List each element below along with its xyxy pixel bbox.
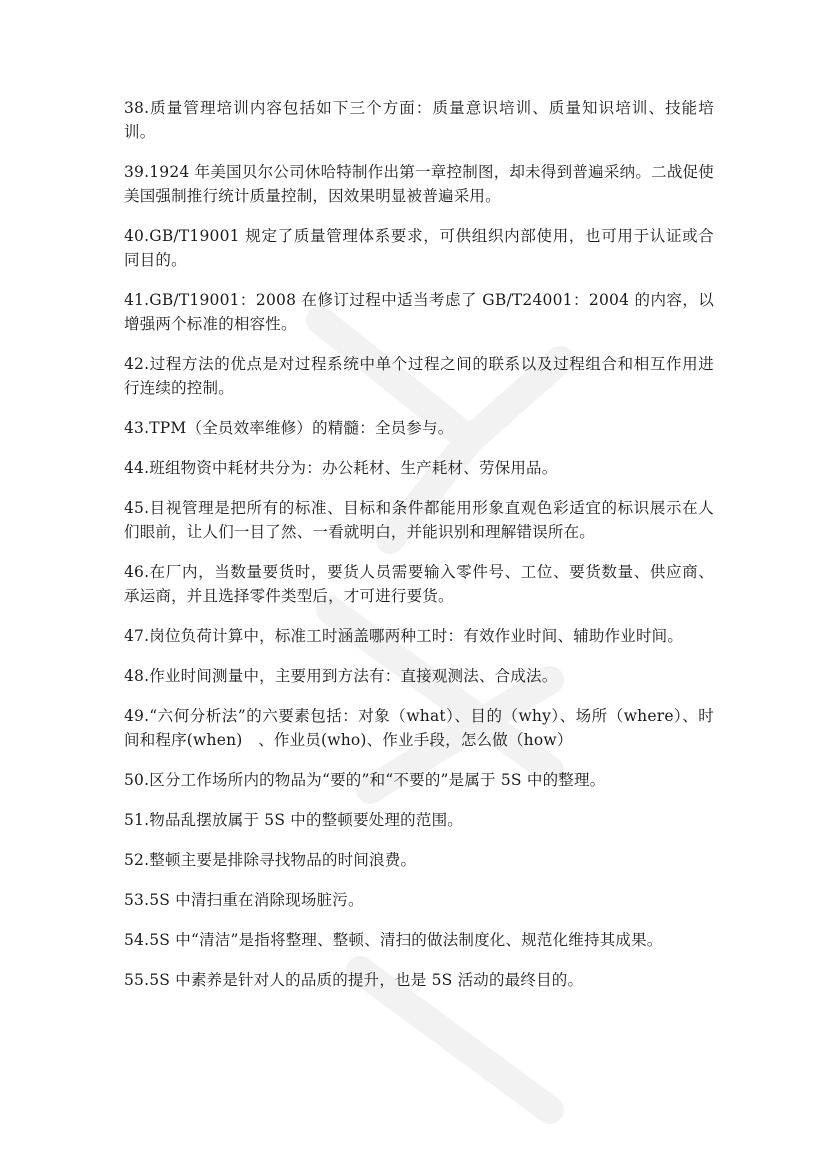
list-item: 38.质量管理培训内容包括如下三个方面：质量意识培训、质量知识培训、技能培训。 (124, 99, 714, 141)
document-body (124, 96, 714, 1008)
list-item: 50.区分工作场所内的物品为“要的”和“不要的”是属于 5S 中的整理。 (124, 771, 606, 789)
list-item: 52.整顿主要是排除寻找物品的时间浪费。 (124, 851, 417, 869)
list-item: 45.目视管理是把所有的标准、目标和条件都能用形象直观色彩适宜的标识展示在人们眼前，让人们一目了然、一看就明白，并能识别和理解错误所在。 (124, 499, 714, 541)
list-item: 51.物品乱摆放属于 5S 中的整顿要处理的范围。 (124, 811, 463, 829)
list-item: 44.班组物资中耗材共分为：办公耗材、生产耗材、劳保用品。 (124, 459, 558, 477)
list-item: 46.在厂内，当数量要货时，要货人员需要输入零件号、工位、要货数量、供应商、承运商，并且选择零件类型后，才可进行要货。 (124, 563, 714, 605)
list-item: 42.过程方法的优点是对过程系统中单个过程之间的联系以及过程组合和相互作用进行连续的控制。 (124, 355, 714, 397)
list-item: 55.5S 中素养是针对人的品质的提升，也是 5S 活动的最终目的。 (124, 971, 584, 989)
list-item: 39.1924 年美国贝尔公司休哈特制作出第一章控制图，却未得到普遍采纳。二战促使美国强制推行统计质量控制，因效果明显被普遍采用。 (124, 163, 714, 205)
list-item: 47.岗位负荷计算中，标准工时涵盖哪两种工时：有效作业时间、辅助作业时间。 (124, 627, 684, 645)
list-item: 41.GB/T19001：2008 在修订过程中适当考虑了 GB/T24001：2004 的内容，以增强两个标准的相容性。 (124, 291, 714, 333)
list-item: 49.“六何分析法”的六要素包括：对象（what）、目的（why）、场所（where）、时间和程序(when) 、作业员(who)、作业手段，怎么做（how） (124, 707, 714, 749)
list-item: 54.5S 中“清洁”是指将整理、整顿、清扫的做法制度化、规范化维持其成果。 (124, 931, 663, 949)
list-item: 48.作业时间测量中，主要用到方法有：直接观测法、合成法。 (124, 667, 558, 685)
list-item: 43.TPM（全员效率维修）的精髓：全员参与。 (124, 419, 454, 437)
list-item: 40.GB/T19001 规定了质量管理体系要求，可供组织内部使用，也可用于认证或合同目的。 (124, 227, 714, 269)
list-item: 53.5S 中清扫重在消除现场脏污。 (124, 891, 364, 909)
